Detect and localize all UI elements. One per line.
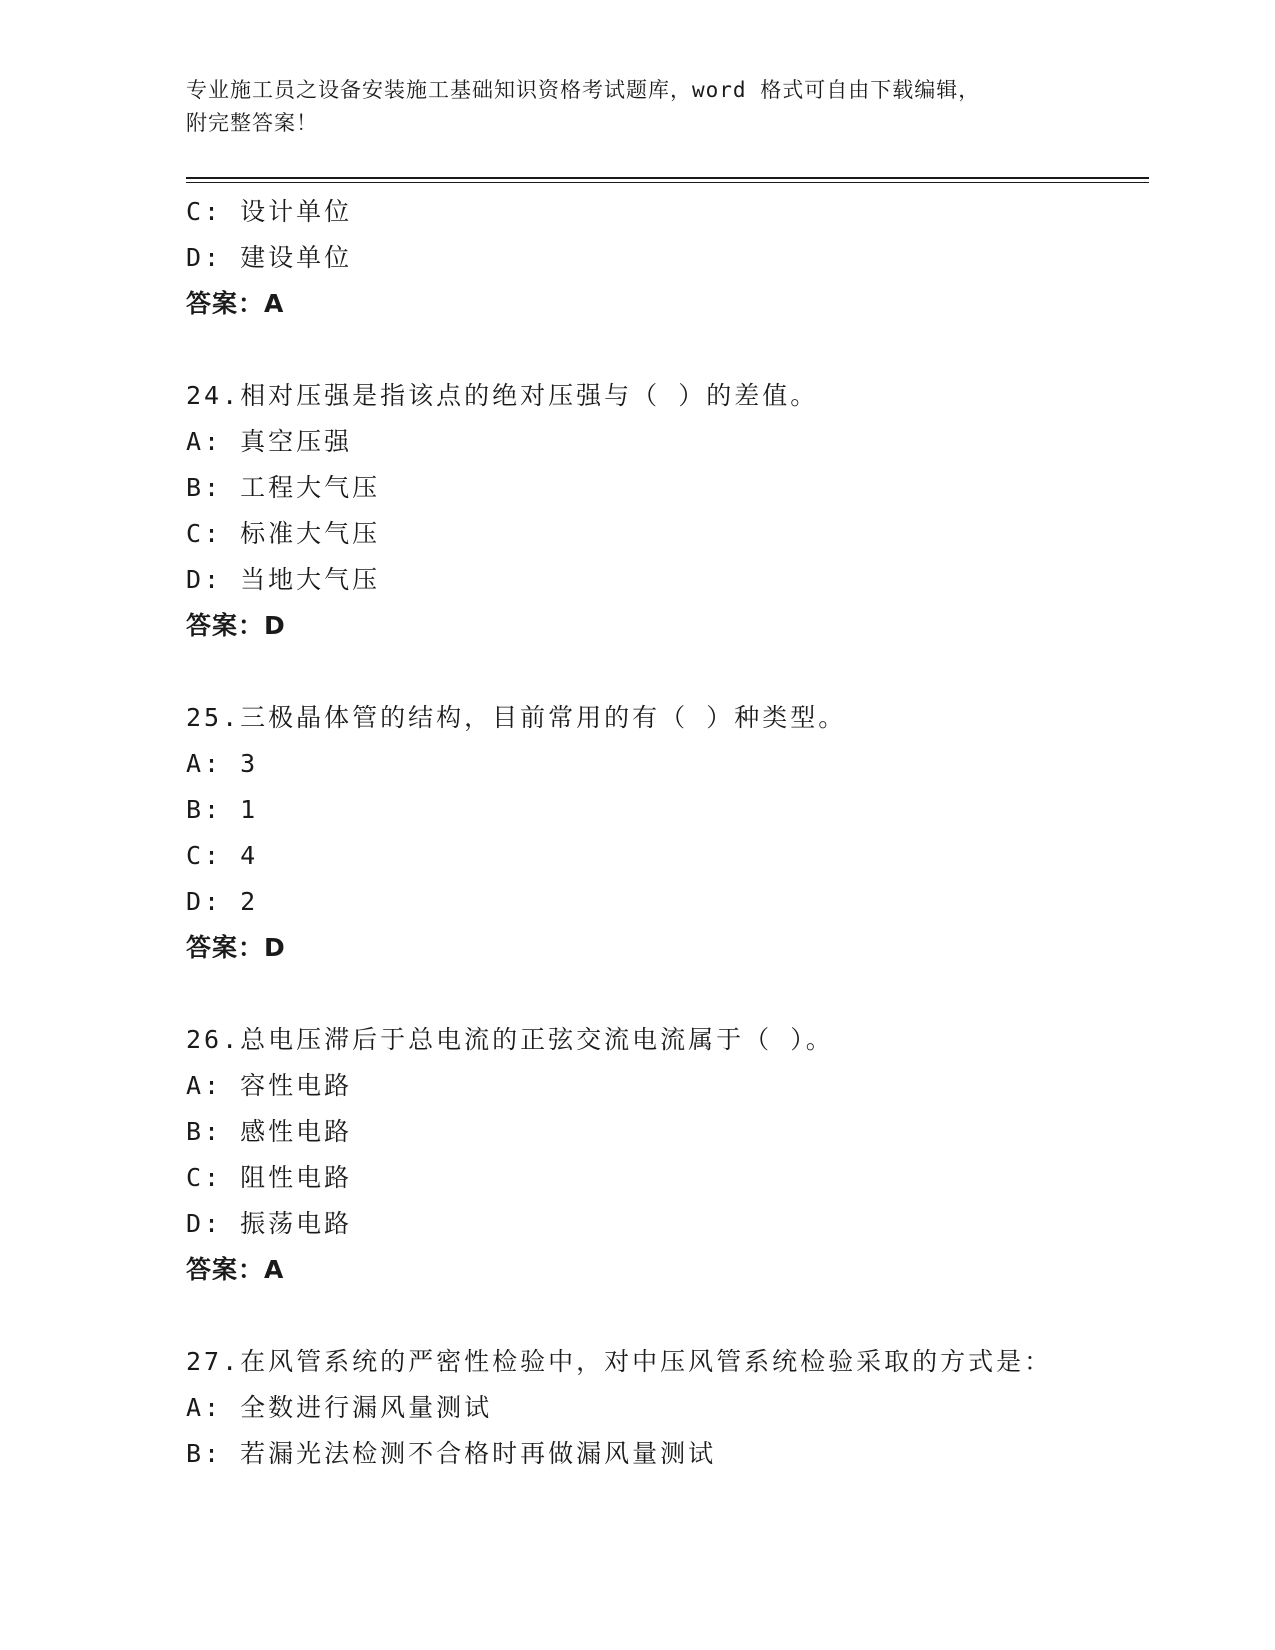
option-a: A: 3: [186, 749, 259, 778]
option-d: D: 建设单位: [186, 243, 353, 272]
header-divider-thick: [186, 177, 1149, 179]
header-line-2: 附完整答案！: [186, 111, 318, 135]
spacer: [186, 1293, 1146, 1339]
answer-line: 答案：D: [186, 611, 286, 640]
question-list: [186, 189, 1146, 1477]
question-stem: 27.在风管系统的严密性检验中，对中压风管系统检验采取的方式是：: [186, 1347, 1053, 1376]
option-b: B: 感性电路: [186, 1117, 353, 1146]
option-c: C: 4: [186, 841, 259, 870]
option-d: D: 2: [186, 887, 259, 916]
question-27: [186, 1339, 1146, 1477]
option-d: D: 振荡电路: [186, 1209, 353, 1238]
header-line-1: 专业施工员之设备安装施工基础知识资格考试题库，word 格式可自由下载编辑，: [186, 78, 981, 102]
spacer: [186, 327, 1146, 373]
option-c: C: 阻性电路: [186, 1163, 353, 1192]
option-a: A: 真空压强: [186, 427, 353, 456]
header-divider-thin: [186, 182, 1149, 183]
question-24: [186, 373, 1146, 649]
option-b: B: 若漏光法检测不合格时再做漏风量测试: [186, 1439, 717, 1468]
question-stem: 26.总电压滞后于总电流的正弦交流电流属于（ ）。: [186, 1025, 834, 1054]
question-stem: 25.三极晶体管的结构，目前常用的有（ ）种类型。: [186, 703, 847, 732]
option-a: A: 全数进行漏风量测试: [186, 1393, 493, 1422]
answer-line: 答案：A: [186, 1255, 285, 1284]
spacer: [186, 971, 1146, 1017]
question-26: [186, 1017, 1146, 1293]
answer-line: 答案：A: [186, 289, 285, 318]
question-25: [186, 695, 1146, 971]
option-c: C: 设计单位: [186, 197, 353, 226]
option-b: B: 工程大气压: [186, 473, 381, 502]
document-header: [186, 74, 1086, 140]
option-d: D: 当地大气压: [186, 565, 381, 594]
option-c: C: 标准大气压: [186, 519, 381, 548]
option-a: A: 容性电路: [186, 1071, 353, 1100]
spacer: [186, 649, 1146, 695]
question-stem: 24.相对压强是指该点的绝对压强与（ ）的差值。: [186, 381, 819, 410]
option-b: B: 1: [186, 795, 259, 824]
answer-line: 答案：D: [186, 933, 286, 962]
